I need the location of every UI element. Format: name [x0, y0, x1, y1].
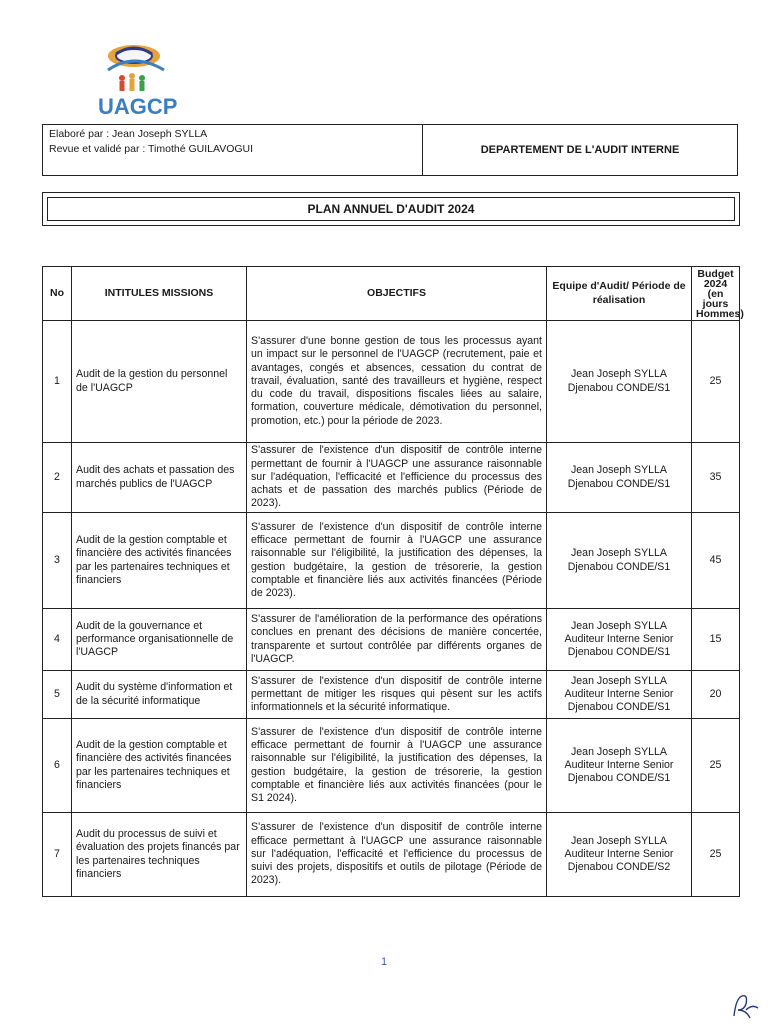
team-member: Auditeur Interne Senior — [564, 632, 674, 645]
uagcp-logo — [94, 40, 204, 122]
department-name: DEPARTEMENT DE L'AUDIT INTERNE — [480, 144, 680, 156]
team-member: Auditeur Interne Senior — [564, 758, 674, 771]
document-header — [42, 124, 738, 176]
mission-title: Audit des achats et passation des marchés publics de l'UAGCP — [72, 443, 247, 513]
mission-title: Audit de la gouvernance et performance organisationnelle de l'UAGCP — [72, 609, 247, 671]
team-member: Jean Joseph SYLLA — [570, 547, 667, 560]
page-number: 1 — [380, 956, 388, 968]
row-number: 2 — [43, 443, 72, 513]
audit-team — [547, 671, 692, 719]
row-number: 3 — [43, 513, 72, 609]
table-row — [43, 513, 740, 609]
mission-objective: S'assurer de l'existence d'un dispositif de contrôle interne permettant de fournir à l'UAGCP une assurance raisonnable sur l'adéquation, l'efficacité et l'efficience du processus des achats et de passation des marchés publics (Période de 2023). — [247, 443, 547, 513]
row-number: 6 — [43, 719, 72, 813]
mission-title: Audit de la gestion comptable et financière des activités financées par les partenaires techniques et financiers — [72, 719, 247, 813]
audit-team — [547, 321, 692, 443]
team-member: Djenabou CONDE/S1 — [567, 701, 671, 714]
table-row — [43, 813, 740, 897]
prepared-by: Elaboré par : Jean Joseph SYLLA — [49, 128, 208, 140]
team-member: Djenabou CONDE/S1 — [567, 477, 671, 490]
team-member: Auditeur Interne Senior — [564, 687, 674, 700]
team-member: Jean Joseph SYLLA — [570, 834, 667, 847]
mission-title: Audit de la gestion du personnel de l'UAGCP — [72, 321, 247, 443]
mission-objective: S'assurer de l'existence d'un dispositif de contrôle interne permettant de mitiger les risques qui pèsent sur les actifs informationnels et la sécurité informatique. — [247, 671, 547, 719]
audit-plan-table — [42, 266, 744, 897]
signature-icon — [728, 990, 762, 1020]
budget-days: 25 — [692, 321, 740, 443]
header-team: Equipe d'Audit/ Période de réalisation — [547, 267, 692, 321]
budget-days: 20 — [692, 671, 740, 719]
team-member: Djenabou CONDE/S1 — [567, 646, 671, 659]
team-member: Jean Joseph SYLLA — [570, 619, 667, 632]
mission-objective: S'assurer de l'existence d'un dispositif de contrôle interne efficace permettant de fournir à l'UAGCP une assurance raisonnable sur l'éligibilité, la justification des dépenses, la gestion budgétaire, la gestion de trésorerie, la gestion comptable et financière liés aux activités financées (pour le S1 2024). — [247, 719, 547, 813]
mission-objective: S'assurer de l'amélioration de la performance des opérations conclues en prenant des décisions de manière concertée, transparente et surtout contrôlée par différents organes de l'UAGCP. — [247, 609, 547, 671]
table-row — [43, 671, 740, 719]
header-authors — [43, 125, 423, 175]
team-member: Djenabou CONDE/S1 — [567, 772, 671, 785]
budget-days: 25 — [692, 719, 740, 813]
audit-team — [547, 513, 692, 609]
title-box — [42, 192, 740, 226]
team-member: Auditeur Interne Senior — [564, 847, 674, 860]
team-member: Djenabou CONDE/S1 — [567, 560, 671, 573]
audit-team — [547, 609, 692, 671]
row-number: 4 — [43, 609, 72, 671]
header-objectives: OBJECTIFS — [247, 267, 547, 321]
header-missions: INTITULES MISSIONS — [72, 267, 247, 321]
team-member: Jean Joseph SYLLA — [570, 745, 667, 758]
budget-days: 25 — [692, 813, 740, 897]
team-member: Jean Joseph SYLLA — [570, 368, 667, 381]
budget-days: 15 — [692, 609, 740, 671]
team-member: Djenabou CONDE/S2 — [567, 861, 671, 874]
header-budget: Budget 2024 (en jours Hommes) — [692, 267, 740, 321]
budget-days: 35 — [692, 443, 740, 513]
mission-title: Audit de la gestion comptable et financière des activités financées par les partenaires techniques et financiers — [72, 513, 247, 609]
page-title: PLAN ANNUEL D'AUDIT 2024 — [47, 197, 735, 221]
row-number: 5 — [43, 671, 72, 719]
initials-signature — [728, 990, 762, 1020]
team-member: Jean Joseph SYLLA — [570, 464, 667, 477]
table-row — [43, 719, 740, 813]
team-member: Jean Joseph SYLLA — [570, 674, 667, 687]
reviewed-by: Revue et validé par : Timothé GUILAVOGUI — [49, 143, 254, 155]
table-header-row — [43, 267, 740, 321]
budget-days: 45 — [692, 513, 740, 609]
mission-title: Audit du système d'information et de la sécurité informatique — [72, 671, 247, 719]
table-row — [43, 321, 740, 443]
header-no: No — [43, 267, 72, 321]
table-row — [43, 609, 740, 671]
mission-objective: S'assurer de l'existence d'un dispositif de contrôle interne efficace permettant de fournir à l'UAGCP une assurance raisonnable sur l'éligibilité, la justification des dépenses, la gestion budgétaire, la gestion de trésorerie, la gestion comptable et financière liés aux activités financées (Période de 2023). — [247, 513, 547, 609]
logo-text: UAGCP — [98, 94, 178, 119]
row-number: 7 — [43, 813, 72, 897]
logo-emblem-icon — [94, 40, 204, 100]
mission-title: Audit du processus de suivi et évaluation des projets financés par les partenaires techniques financiers — [72, 813, 247, 897]
mission-objective: S'assurer d'une bonne gestion de tous les processus ayant un impact sur le personnel de l'UAGCP (recrutement, paie et avantages, congés et absences, cessation du contrat de travail, évaluation, santé des travailleurs et hygiène, respect du code du travail, dispositions fiscales liées au salaire, formation, couverture médicale, démotivation du personnel, promotion, etc.) pour la période de 2023. — [247, 321, 547, 443]
mission-objective: S'assurer de l'existence d'un dispositif de contrôle interne efficace permettant à l'UAGCP une assurance raisonnable sur l'adéquation, l'efficacité et l'efficience du processus de suivi des projets, dispositifs et outils de pilotage (Période de 2023). — [247, 813, 547, 897]
audit-team — [547, 719, 692, 813]
table-row — [43, 443, 740, 513]
audit-team — [547, 813, 692, 897]
team-member: Djenabou CONDE/S1 — [567, 381, 671, 394]
audit-team — [547, 443, 692, 513]
row-number: 1 — [43, 321, 72, 443]
